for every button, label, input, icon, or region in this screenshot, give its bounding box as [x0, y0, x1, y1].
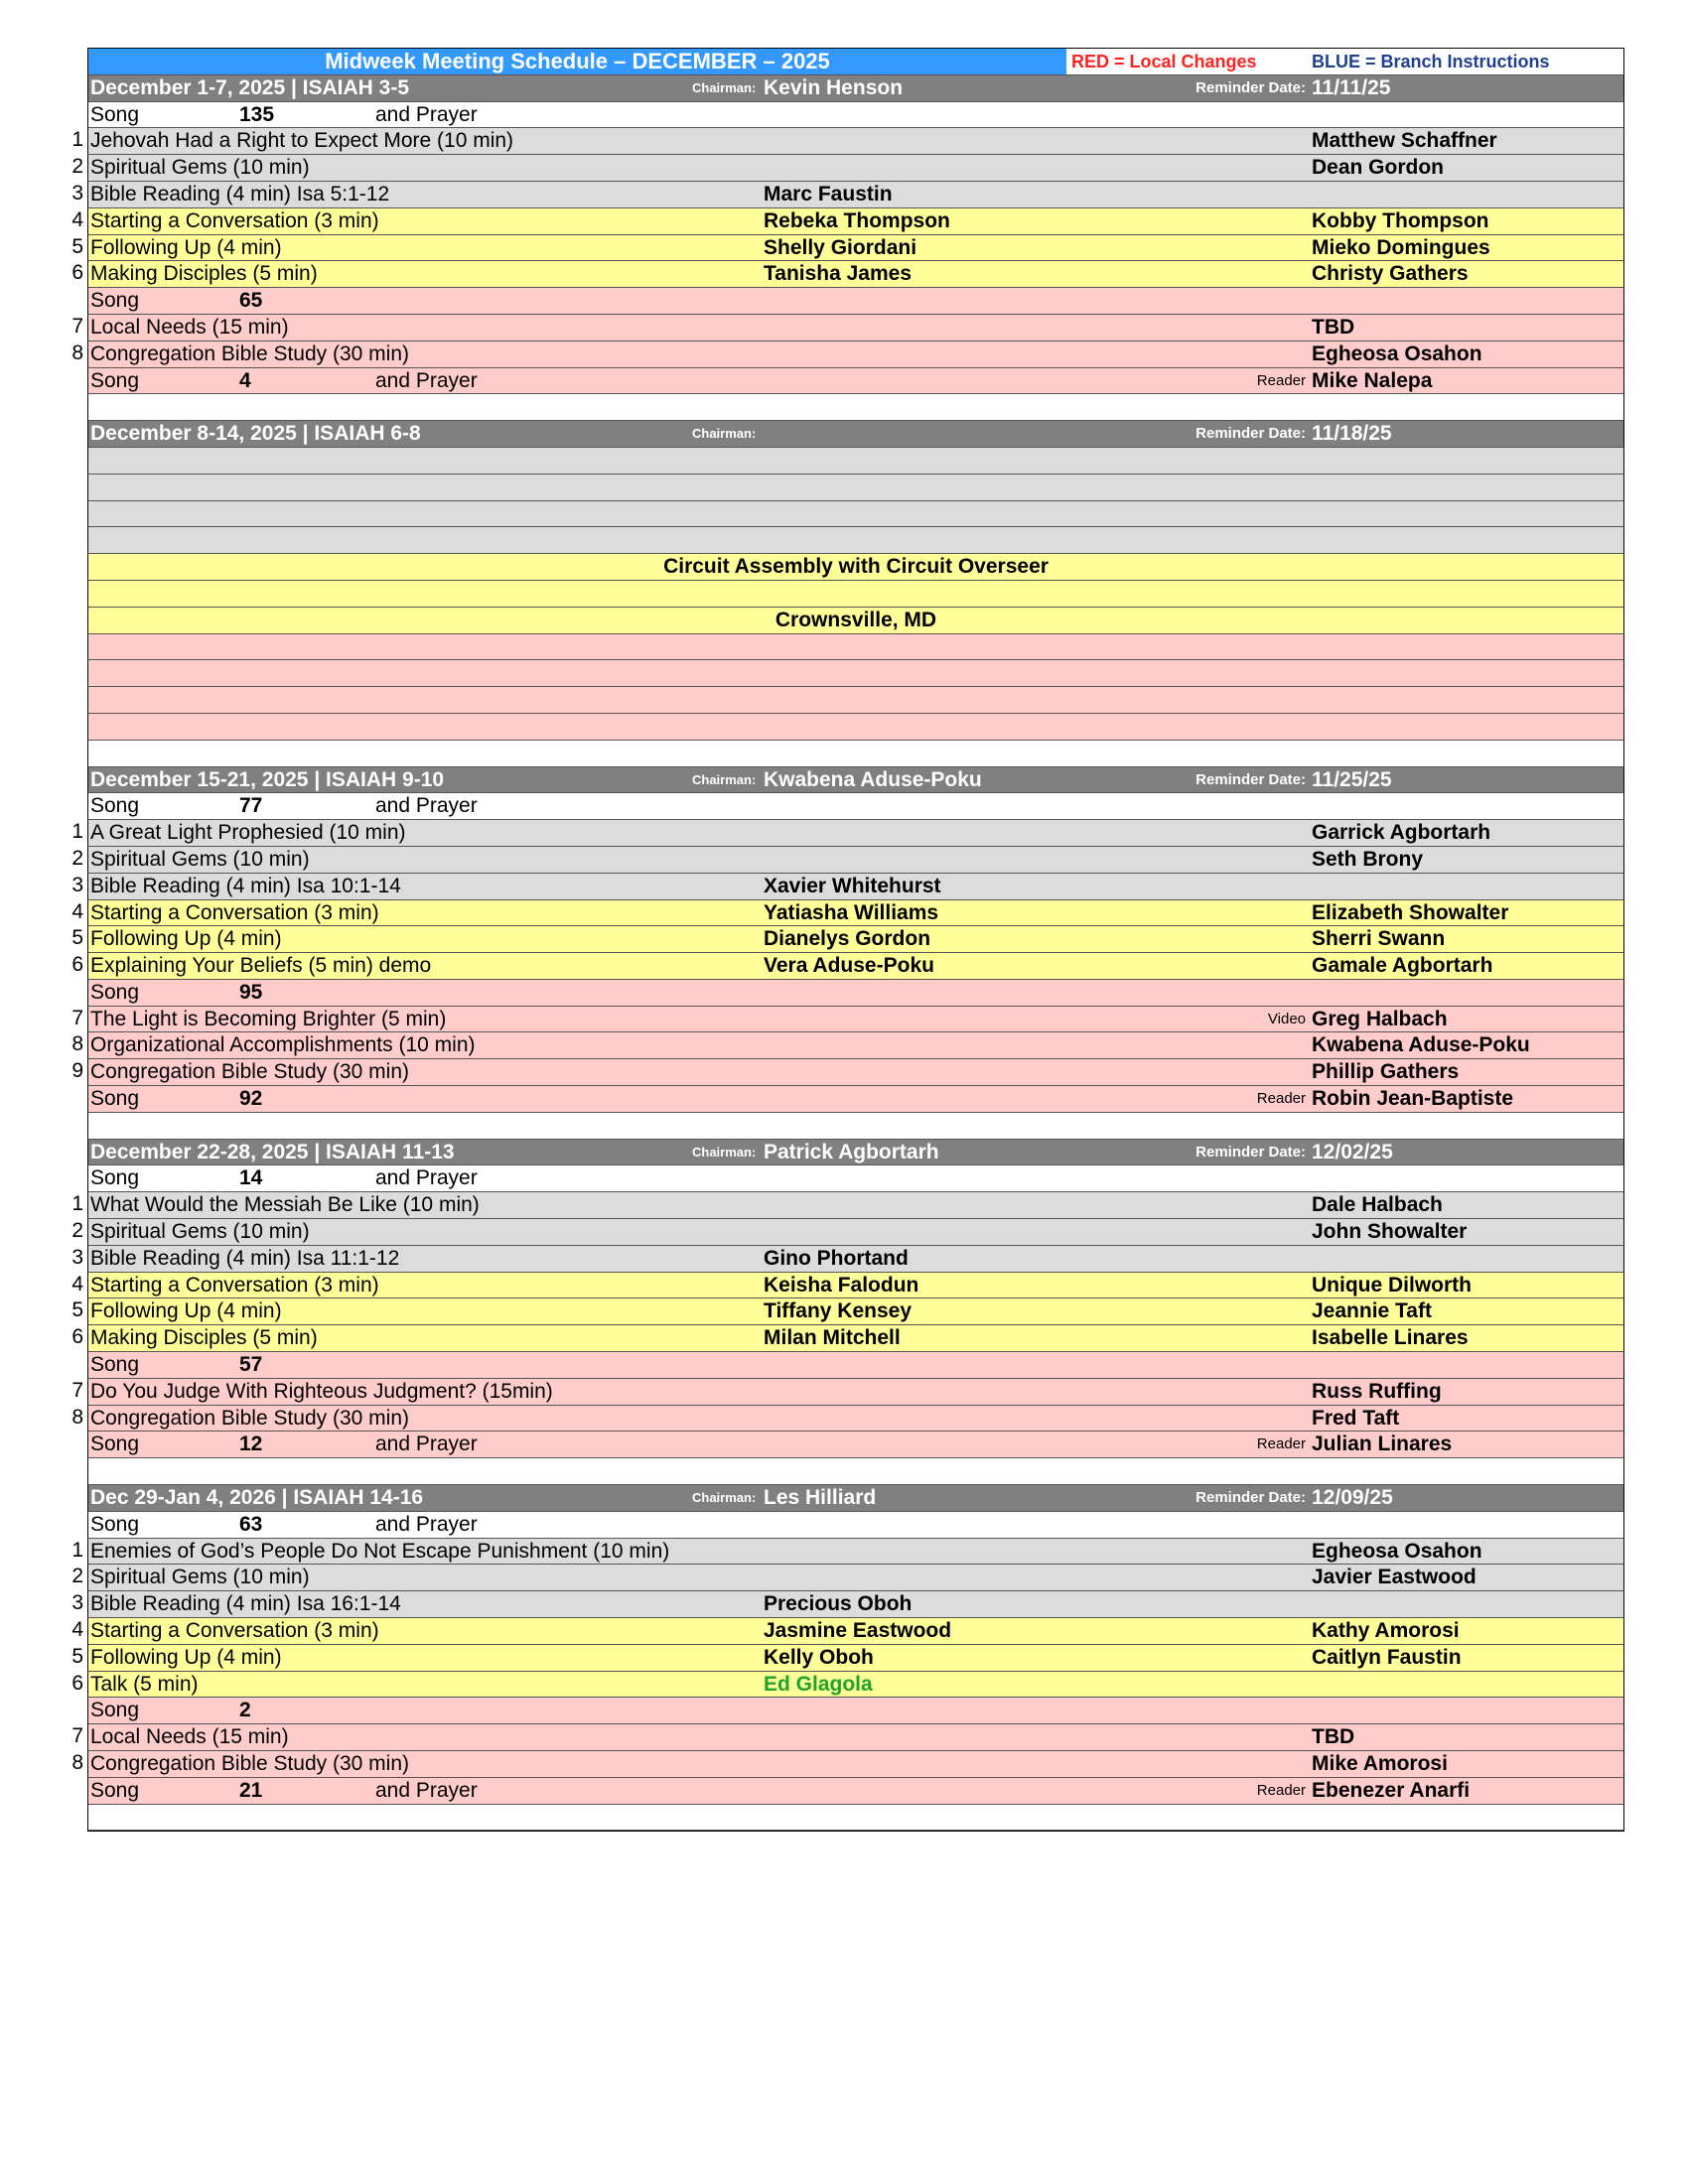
living-part-row	[88, 1751, 1623, 1778]
part-row	[88, 1192, 1623, 1219]
part-number	[56, 740, 83, 766]
middle-song-row	[88, 980, 1623, 1007]
part-title: What Would the Messiah Be Like (10 min)	[90, 1193, 480, 1217]
and-prayer-label: and Prayer	[375, 794, 478, 818]
middle-song-row	[88, 288, 1623, 315]
part-title: Bible Reading (4 min) Isa 11:1-12	[90, 1246, 400, 1270]
living-part-row	[88, 1406, 1623, 1433]
part-title: Spiritual Gems (10 min)	[90, 1566, 310, 1589]
part-number: 4	[71, 1618, 83, 1642]
assistant-name: Sherri Swann	[1312, 927, 1446, 951]
schedule-title-row	[88, 49, 1623, 75]
part-row	[88, 128, 1623, 155]
part-title: The Light is Becoming Brighter (5 min)	[90, 1007, 447, 1030]
song-number: 77	[239, 794, 263, 818]
part-type-label: Video	[1267, 1010, 1306, 1027]
part-title: Congregation Bible Study (30 min)	[90, 1406, 410, 1430]
part-row	[88, 1219, 1623, 1246]
student-name: Kelly Oboh	[764, 1645, 874, 1669]
student-name: Gino Phortand	[764, 1246, 909, 1270]
part-number	[56, 1351, 83, 1378]
week-header	[88, 1485, 1623, 1512]
reminder-date: 11/25/25	[1312, 767, 1392, 791]
assistant-name: Kathy Amorosi	[1312, 1619, 1460, 1643]
part-number: 6	[71, 1325, 83, 1349]
part-number	[56, 420, 83, 447]
part-number	[56, 713, 83, 740]
student-name: Milan Mitchell	[764, 1326, 901, 1350]
part-title: Jehovah Had a Right to Expect More (10 min)	[90, 129, 514, 153]
part-number	[56, 393, 83, 420]
assistant-name: Jeannie Taft	[1312, 1299, 1432, 1323]
assistant-name: Javier Eastwood	[1312, 1566, 1477, 1589]
week-header	[88, 767, 1623, 794]
song-number: 4	[239, 368, 251, 392]
part-row	[88, 900, 1623, 927]
part-number: 4	[71, 1272, 83, 1296]
student-name: Precious Oboh	[764, 1592, 913, 1616]
part-number: 5	[71, 1644, 83, 1668]
middle-song-row	[88, 1698, 1623, 1724]
part-number	[56, 474, 83, 500]
opening-song-row	[88, 793, 1623, 820]
reminder-label: Reminder Date:	[1196, 78, 1306, 96]
song-number: 135	[239, 102, 275, 126]
reminder-date: 11/11/25	[1312, 75, 1391, 99]
student-name: Shelly Giordani	[764, 235, 917, 259]
part-number: 5	[71, 234, 83, 258]
song-label: Song	[90, 1699, 140, 1722]
part-number	[56, 580, 83, 607]
and-prayer-label: and Prayer	[375, 102, 478, 126]
student-name: Marc Faustin	[764, 182, 893, 205]
assistant-name: John Showalter	[1312, 1220, 1468, 1244]
legend-local-changes: RED = Local Changes	[1071, 52, 1257, 71]
reader-label: Reader	[1256, 371, 1306, 389]
chairman-label: Chairman:	[692, 1490, 757, 1506]
song-number: 2	[239, 1699, 251, 1722]
assistant-name: Mieko Domingues	[1312, 235, 1490, 259]
part-number: 4	[71, 899, 83, 923]
chairman-name: Patrick Agbortarh	[764, 1140, 939, 1163]
assistant-name: Dean Gordon	[1312, 156, 1445, 180]
part-row	[88, 155, 1623, 182]
reader-label: Reader	[1256, 1090, 1306, 1108]
week-title: December 15-21, 2025 | ISAIAH 9-10	[90, 767, 445, 791]
assembly-row	[88, 608, 1623, 634]
part-number: 8	[71, 341, 83, 364]
chairman-name: Kevin Henson	[764, 75, 904, 99]
part-number	[56, 74, 83, 101]
middle-song-row	[88, 1352, 1623, 1379]
part-title: Starting a Conversation (3 min)	[90, 1619, 379, 1643]
assembly-row	[88, 581, 1623, 608]
part-title: Congregation Bible Study (30 min)	[90, 1752, 410, 1775]
week-header	[88, 1140, 1623, 1166]
spacer-row	[88, 1113, 1623, 1140]
part-number: 8	[71, 1405, 83, 1429]
part-number: 6	[71, 261, 83, 285]
closing-song-row	[88, 1778, 1623, 1805]
part-row	[88, 1273, 1623, 1299]
student-name: Tanisha James	[764, 262, 913, 286]
assembly-row	[88, 501, 1623, 528]
part-number: 7	[71, 1724, 83, 1748]
song-label: Song	[90, 794, 140, 818]
part-number	[56, 1697, 83, 1723]
song-number: 12	[239, 1433, 263, 1456]
part-number	[56, 48, 83, 74]
part-number	[56, 1457, 83, 1484]
part-number: 5	[71, 926, 83, 950]
assigned-name: Russ Ruffing	[1312, 1379, 1442, 1403]
student-name: Yatiasha Williams	[764, 900, 939, 924]
assistant-name: Garrick Agbortarh	[1312, 821, 1491, 845]
song-number: 57	[239, 1353, 263, 1377]
opening-song-row	[88, 1512, 1623, 1539]
student-name: Rebeka Thompson	[764, 208, 950, 232]
assigned-name: TBD	[1312, 315, 1355, 339]
living-part-row	[88, 1032, 1623, 1059]
assistant-name: Dale Halbach	[1312, 1193, 1443, 1217]
reminder-label: Reminder Date:	[1196, 1489, 1306, 1507]
chairman-name: Kwabena Aduse-Poku	[764, 767, 982, 791]
student-name: Jasmine Eastwood	[764, 1619, 952, 1643]
part-number: 3	[71, 1245, 83, 1269]
part-title: Following Up (4 min)	[90, 927, 282, 951]
part-number	[56, 1085, 83, 1112]
part-row	[88, 847, 1623, 874]
assembly-row	[88, 660, 1623, 687]
part-row	[88, 1325, 1623, 1352]
part-row	[88, 1645, 1623, 1672]
part-number-column	[56, 48, 83, 1830]
part-title: Spiritual Gems (10 min)	[90, 156, 310, 180]
part-title: Spiritual Gems (10 min)	[90, 847, 310, 871]
spacer-row	[88, 1458, 1623, 1485]
part-title: Enemies of God’s People Do Not Escape Punishment (10 min)	[90, 1539, 670, 1563]
part-title: Local Needs (15 min)	[90, 1725, 289, 1749]
reminder-date: 11/18/25	[1312, 422, 1392, 446]
assigned-name: Kwabena Aduse-Poku	[1312, 1033, 1530, 1057]
assigned-name: Greg Halbach	[1312, 1007, 1448, 1030]
part-title: Talk (5 min)	[90, 1672, 199, 1696]
part-row	[88, 1298, 1623, 1325]
week-header	[88, 75, 1623, 102]
and-prayer-label: and Prayer	[375, 368, 478, 392]
part-number: 1	[71, 820, 83, 844]
part-number	[56, 607, 83, 633]
chairman-name: Les Hilliard	[764, 1486, 877, 1510]
assigned-name: Phillip Gathers	[1312, 1060, 1460, 1084]
student-name: Tiffany Kensey	[764, 1299, 912, 1323]
part-row	[88, 1539, 1623, 1566]
part-title: Making Disciples (5 min)	[90, 262, 318, 286]
assistant-name: Gamale Agbortarh	[1312, 954, 1493, 978]
part-number	[56, 1511, 83, 1538]
song-label: Song	[90, 1433, 140, 1456]
week-title: December 8-14, 2025 | ISAIAH 6-8	[90, 422, 421, 446]
part-row	[88, 261, 1623, 288]
assigned-name: Mike Amorosi	[1312, 1752, 1448, 1775]
student-name: Keisha Falodun	[764, 1273, 919, 1297]
spacer-row	[88, 394, 1623, 421]
part-row	[88, 1672, 1623, 1699]
reminder-label: Reminder Date:	[1196, 425, 1306, 443]
schedule-sheet	[87, 48, 1624, 1832]
song-number: 95	[239, 980, 263, 1004]
assistant-name: Seth Brony	[1312, 847, 1424, 871]
song-label: Song	[90, 102, 140, 126]
part-number	[56, 1164, 83, 1191]
part-number	[56, 686, 83, 713]
student-name: Xavier Whitehurst	[764, 874, 941, 897]
assistant-name: Kobby Thompson	[1312, 208, 1489, 232]
part-title: Do You Judge With Righteous Judgment? (15min)	[90, 1379, 553, 1403]
part-title: Organizational Accomplishments (10 min)	[90, 1033, 476, 1057]
part-row	[88, 235, 1623, 262]
part-number	[56, 979, 83, 1006]
assistant-name: Caitlyn Faustin	[1312, 1645, 1462, 1669]
reminder-date: 12/09/25	[1312, 1486, 1393, 1510]
part-number: 3	[71, 873, 83, 896]
part-number: 4	[71, 207, 83, 231]
part-title: Bible Reading (4 min) Isa 5:1-12	[90, 182, 390, 205]
assembly-row	[88, 475, 1623, 501]
part-title: Spiritual Gems (10 min)	[90, 1220, 310, 1244]
part-number: 1	[71, 1192, 83, 1216]
part-number: 5	[71, 1298, 83, 1322]
reminder-label: Reminder Date:	[1196, 1143, 1306, 1160]
living-part-row	[88, 1059, 1623, 1086]
assembly-location: Crownsville, MD	[774, 608, 937, 631]
part-number: 8	[71, 1032, 83, 1056]
part-row	[88, 820, 1623, 847]
part-title: Starting a Conversation (3 min)	[90, 208, 379, 232]
part-number	[56, 766, 83, 793]
part-title: Making Disciples (5 min)	[90, 1326, 318, 1350]
part-title: A Great Light Prophesied (10 min)	[90, 821, 406, 845]
part-number	[56, 526, 83, 553]
assembly-row	[88, 527, 1623, 554]
part-number	[56, 500, 83, 527]
part-title: Explaining Your Beliefs (5 min) demo	[90, 954, 432, 978]
part-number: 2	[71, 1565, 83, 1588]
reader-name: Robin Jean-Baptiste	[1312, 1087, 1514, 1111]
part-number: 1	[71, 128, 83, 152]
part-number	[56, 1804, 83, 1831]
part-number: 1	[71, 1538, 83, 1562]
assistant-name: Egheosa Osahon	[1312, 1539, 1482, 1563]
reminder-label: Reminder Date:	[1196, 770, 1306, 788]
assembly-row	[88, 448, 1623, 475]
song-label: Song	[90, 1353, 140, 1377]
part-title: Starting a Conversation (3 min)	[90, 1273, 379, 1297]
and-prayer-label: and Prayer	[375, 1778, 478, 1802]
chairman-label: Chairman:	[692, 1144, 757, 1160]
part-row	[88, 208, 1623, 235]
assigned-name: Egheosa Osahon	[1312, 341, 1482, 365]
closing-song-row	[88, 1086, 1623, 1113]
part-row	[88, 926, 1623, 953]
legend-branch-instructions: BLUE = Branch Instructions	[1312, 52, 1550, 71]
part-number: 2	[71, 846, 83, 870]
song-number: 92	[239, 1087, 263, 1111]
part-number	[56, 447, 83, 474]
part-number	[56, 1484, 83, 1511]
assigned-name: Fred Taft	[1312, 1406, 1400, 1430]
song-label: Song	[90, 980, 140, 1004]
part-title: Local Needs (15 min)	[90, 315, 289, 339]
assigned-name: TBD	[1312, 1725, 1355, 1749]
part-number	[56, 1777, 83, 1804]
part-number: 9	[71, 1059, 83, 1083]
song-number: 21	[239, 1778, 263, 1802]
song-number: 14	[239, 1166, 263, 1190]
part-row	[88, 182, 1623, 208]
opening-song-row	[88, 102, 1623, 129]
assistant-name: Isabelle Linares	[1312, 1326, 1469, 1350]
student-name: Vera Aduse-Poku	[764, 954, 934, 978]
assistant-name: Christy Gathers	[1312, 262, 1469, 286]
reader-label: Reader	[1256, 1781, 1306, 1799]
assistant-name: Unique Dilworth	[1312, 1273, 1472, 1297]
week-title: December 22-28, 2025 | ISAIAH 11-13	[90, 1140, 455, 1163]
part-number	[56, 287, 83, 314]
part-row	[88, 874, 1623, 900]
part-number: 7	[71, 314, 83, 338]
reader-name: Mike Nalepa	[1312, 368, 1433, 392]
assistant-name: Elizabeth Showalter	[1312, 900, 1509, 924]
part-number: 7	[71, 1378, 83, 1402]
part-number	[56, 1112, 83, 1139]
and-prayer-label: and Prayer	[375, 1512, 478, 1536]
student-name: Dianelys Gordon	[764, 927, 931, 951]
part-title: Bible Reading (4 min) Isa 16:1-14	[90, 1592, 401, 1616]
reminder-date: 12/02/25	[1312, 1140, 1393, 1163]
song-label: Song	[90, 1166, 140, 1190]
and-prayer-label: and Prayer	[375, 1166, 478, 1190]
week-title: Dec 29-Jan 4, 2026 | ISAIAH 14-16	[90, 1486, 424, 1510]
assistant-name: Matthew Schaffner	[1312, 129, 1497, 153]
closing-song-row	[88, 368, 1623, 395]
assembly-row	[88, 714, 1623, 741]
part-number	[56, 553, 83, 580]
part-title: Following Up (4 min)	[90, 1299, 282, 1323]
spacer-row	[88, 741, 1623, 767]
song-number: 65	[239, 289, 263, 313]
assembly-row	[88, 687, 1623, 714]
part-number: 3	[71, 1591, 83, 1615]
part-number: 8	[71, 1751, 83, 1774]
week-header	[88, 421, 1623, 448]
part-title: Bible Reading (4 min) Isa 10:1-14	[90, 874, 401, 897]
part-title: Starting a Conversation (3 min)	[90, 900, 379, 924]
reader-name: Julian Linares	[1312, 1433, 1453, 1456]
part-number	[56, 633, 83, 660]
song-label: Song	[90, 1778, 140, 1802]
part-number: 7	[71, 1006, 83, 1029]
part-number: 6	[71, 1671, 83, 1695]
reader-name: Ebenezer Anarfi	[1312, 1778, 1471, 1802]
weeks-container	[88, 75, 1623, 1832]
living-part-row	[88, 1724, 1623, 1751]
song-label: Song	[90, 289, 140, 313]
chairman-label: Chairman:	[692, 426, 757, 442]
part-number: 6	[71, 953, 83, 977]
living-part-row	[88, 341, 1623, 368]
living-part-row	[88, 315, 1623, 341]
song-number: 63	[239, 1512, 263, 1536]
part-row	[88, 1591, 1623, 1618]
opening-song-row	[88, 1165, 1623, 1192]
part-title: Following Up (4 min)	[90, 235, 282, 259]
part-row	[88, 1618, 1623, 1645]
part-number: 2	[71, 1219, 83, 1243]
week-title: December 1-7, 2025 | ISAIAH 3-5	[90, 75, 410, 99]
spacer-row	[88, 1805, 1623, 1832]
part-row	[88, 1565, 1623, 1591]
schedule-title: Midweek Meeting Schedule – DECEMBER – 2025	[88, 49, 1066, 74]
part-row	[88, 1246, 1623, 1273]
part-number	[56, 659, 83, 686]
and-prayer-label: and Prayer	[375, 1433, 478, 1456]
part-title: Congregation Bible Study (30 min)	[90, 1060, 410, 1084]
part-title: Congregation Bible Study (30 min)	[90, 341, 410, 365]
part-number	[56, 792, 83, 819]
part-number	[56, 1431, 83, 1457]
student-name: Ed Glagola	[764, 1672, 873, 1696]
chairman-label: Chairman:	[692, 79, 757, 95]
chairman-label: Chairman:	[692, 771, 757, 787]
reader-label: Reader	[1256, 1435, 1306, 1453]
closing-song-row	[88, 1432, 1623, 1458]
assembly-title: Circuit Assembly with Circuit Overseer	[663, 555, 1049, 579]
part-number	[56, 101, 83, 128]
living-part-row	[88, 1007, 1623, 1033]
song-label: Song	[90, 368, 140, 392]
assembly-row	[88, 554, 1623, 581]
part-number	[56, 367, 83, 394]
living-part-row	[88, 1379, 1623, 1406]
part-number: 2	[71, 155, 83, 179]
part-row	[88, 953, 1623, 980]
part-title: Following Up (4 min)	[90, 1645, 282, 1669]
part-number	[56, 1139, 83, 1165]
part-number: 3	[71, 181, 83, 205]
song-label: Song	[90, 1512, 140, 1536]
song-label: Song	[90, 1087, 140, 1111]
assembly-row	[88, 634, 1623, 661]
